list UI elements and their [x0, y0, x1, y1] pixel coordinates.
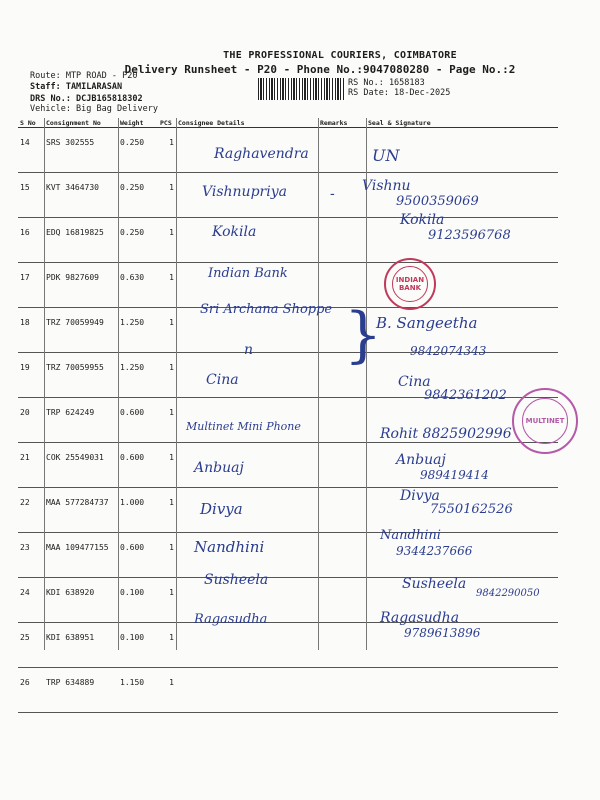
cell-consignment: KDI 638920: [44, 578, 118, 623]
cell-pcs: 1: [158, 668, 176, 713]
cell-remarks: [318, 488, 366, 533]
cell-consignee: [176, 623, 318, 668]
column-divider: [318, 118, 319, 650]
cell-remarks: [318, 623, 366, 668]
signature-25-number: 9842290050: [476, 588, 540, 599]
cell-remarks: [318, 578, 366, 623]
consignee-hw-26: Ragasudha: [194, 612, 268, 627]
signature-22-number: 989419414: [420, 468, 489, 482]
table-row: [18, 578, 558, 623]
cell-pcs: 1: [158, 308, 176, 353]
barcode-graphic: [258, 78, 346, 100]
cell-sno: 22: [18, 488, 44, 533]
cell-pcs: 1: [158, 218, 176, 263]
vehicle-label: Vehicle: Big Bag Delivery: [30, 104, 158, 114]
signature-24: Nandhini: [380, 528, 441, 543]
company-title: THE PROFESSIONAL COURIERS, COIMBATORE: [223, 50, 457, 61]
cell-weight: 0.100: [118, 578, 158, 623]
cell-pcs: 1: [158, 578, 176, 623]
cell-pcs: 1: [158, 173, 176, 218]
cell-sno: 15: [18, 173, 44, 218]
table-row: [18, 533, 558, 578]
cell-pcs: 1: [158, 443, 176, 488]
consignee-hw-21: Multinet Mini Phone: [186, 420, 301, 433]
column-divider: [176, 118, 177, 650]
cell-sno: 19: [18, 353, 44, 398]
cell-seal: [366, 668, 558, 713]
signature-26-number: 9789613896: [404, 626, 481, 640]
consignee-hw-19: n: [244, 342, 254, 358]
bank-seal-stamp: INDIAN BANK: [384, 258, 436, 310]
drs-label: DRS No.: DCJB165818302: [30, 94, 143, 104]
consignee-hw-22: Anbuaj: [194, 460, 244, 476]
signature-23-number: 7550162526: [430, 502, 513, 517]
table-row: [18, 263, 558, 308]
cell-consignment: EDQ 16819825: [44, 218, 118, 263]
signature-15: Vishnu: [362, 178, 411, 194]
cell-sno: 24: [18, 578, 44, 623]
cell-remarks: [318, 668, 366, 713]
cell-consignment: SRS 302555: [44, 128, 118, 173]
cell-sno: 23: [18, 533, 44, 578]
table-header-row: [18, 118, 558, 128]
cell-weight: 0.100: [118, 623, 158, 668]
consignee-hw-25: Susheela: [204, 572, 269, 588]
col-sno: S No: [18, 118, 44, 128]
signature-24-number: 9344237666: [396, 544, 473, 558]
signature-25: Susheela: [402, 576, 467, 592]
cell-weight: 0.250: [118, 128, 158, 173]
cell-weight: 1.000: [118, 488, 158, 533]
cell-sno: 17: [18, 263, 44, 308]
consignee-hw-24: Nandhini: [194, 538, 265, 556]
signature-16-number: 9123596768: [428, 228, 511, 243]
consignee-hw-16: Kokila: [212, 224, 257, 240]
cell-consignment: TRZ 70059955: [44, 353, 118, 398]
cell-consignment: MAA 109477155: [44, 533, 118, 578]
staff-label: Staff: TAMILARASAN: [30, 82, 123, 92]
col-pcs: PCS: [158, 118, 176, 128]
consignee-hw-14: Raghavendra: [214, 146, 309, 162]
cell-sno: 14: [18, 128, 44, 173]
cell-weight: 0.250: [118, 173, 158, 218]
cell-consignee: [176, 488, 318, 533]
cell-pcs: 1: [158, 128, 176, 173]
signature-15-number: 9500359069: [396, 194, 479, 209]
cell-consignment: KVT 3464730: [44, 173, 118, 218]
cell-remarks: [318, 218, 366, 263]
cell-consignment: TRP 624249: [44, 398, 118, 443]
column-divider: [44, 118, 45, 650]
cell-weight: 0.250: [118, 218, 158, 263]
cell-sno: 21: [18, 443, 44, 488]
signature-20-number: 9842361202: [424, 388, 507, 403]
consignee-hw-18: Sri Archana Shoppe: [200, 302, 333, 317]
cell-consignment: PDK 9827609: [44, 263, 118, 308]
brace-mark-icon: }: [344, 300, 383, 370]
cell-weight: 1.250: [118, 308, 158, 353]
cell-consignment: TRZ 70059949: [44, 308, 118, 353]
consignee-hw-17: Indian Bank: [208, 266, 288, 281]
remark-15: -: [330, 186, 335, 202]
signature-16: Kokila: [400, 212, 445, 228]
cell-sno: 25: [18, 623, 44, 668]
cell-remarks: [318, 173, 366, 218]
consignee-hw-23: Divya: [200, 500, 243, 518]
signature-22: Anbuaj: [396, 452, 446, 468]
cell-weight: 1.250: [118, 353, 158, 398]
cell-consignee: [176, 668, 318, 713]
cell-consignment: MAA 577284737: [44, 488, 118, 533]
cell-consignment: TRP 634889: [44, 668, 118, 713]
col-remarks: Remarks: [318, 118, 366, 128]
shop-seal-stamp: MULTINET: [512, 388, 578, 454]
col-seal: Seal & Signature: [366, 118, 558, 128]
signature-20: Cina: [398, 374, 431, 390]
column-divider: [366, 118, 367, 650]
signature-23: Divya: [400, 488, 440, 504]
cell-weight: 1.150: [118, 668, 158, 713]
cell-weight: 0.630: [118, 263, 158, 308]
cell-consignee: [176, 353, 318, 398]
rs-date: RS Date: 18-Dec-2025: [348, 88, 451, 98]
signature-14: UN: [372, 146, 400, 165]
cell-pcs: 1: [158, 263, 176, 308]
cell-sno: 18: [18, 308, 44, 353]
cell-pcs: 1: [158, 623, 176, 668]
signature-18-number: 9842074343: [410, 344, 487, 358]
rs-number: RS No.: 1658183: [348, 78, 425, 88]
table-row: [18, 668, 558, 713]
route-label: Route: MTP ROAD - P20: [30, 71, 138, 81]
cell-remarks: [318, 128, 366, 173]
cell-remarks: [318, 533, 366, 578]
cell-sno: 26: [18, 668, 44, 713]
column-divider: [118, 118, 119, 650]
consignee-hw-20: Cina: [206, 372, 239, 388]
col-weight: Weight: [118, 118, 158, 128]
signature-21: Rohit 8825902996: [380, 426, 512, 442]
cell-sno: 20: [18, 398, 44, 443]
cell-weight: 0.600: [118, 398, 158, 443]
cell-sno: 16: [18, 218, 44, 263]
signature-18: B. Sangeetha: [376, 314, 478, 332]
cell-weight: 0.600: [118, 443, 158, 488]
cell-pcs: 1: [158, 398, 176, 443]
col-consignment: Consignment No: [44, 118, 118, 128]
consignee-hw-15: Vishnupriya: [202, 184, 287, 200]
col-consignee: Consignee Details: [176, 118, 318, 128]
cell-consignment: KDI 638951: [44, 623, 118, 668]
cell-weight: 0.600: [118, 533, 158, 578]
cell-pcs: 1: [158, 488, 176, 533]
cell-pcs: 1: [158, 353, 176, 398]
runsheet-subtitle: Delivery Runsheet - P20 - Phone No.:9047080280 - Page No.:2: [124, 63, 516, 76]
signature-26: Ragasudha: [380, 610, 460, 626]
cell-consignment: COK 25549031: [44, 443, 118, 488]
cell-remarks: [318, 398, 366, 443]
cell-remarks: [318, 443, 366, 488]
rs-info: [348, 78, 450, 98]
cell-pcs: 1: [158, 533, 176, 578]
